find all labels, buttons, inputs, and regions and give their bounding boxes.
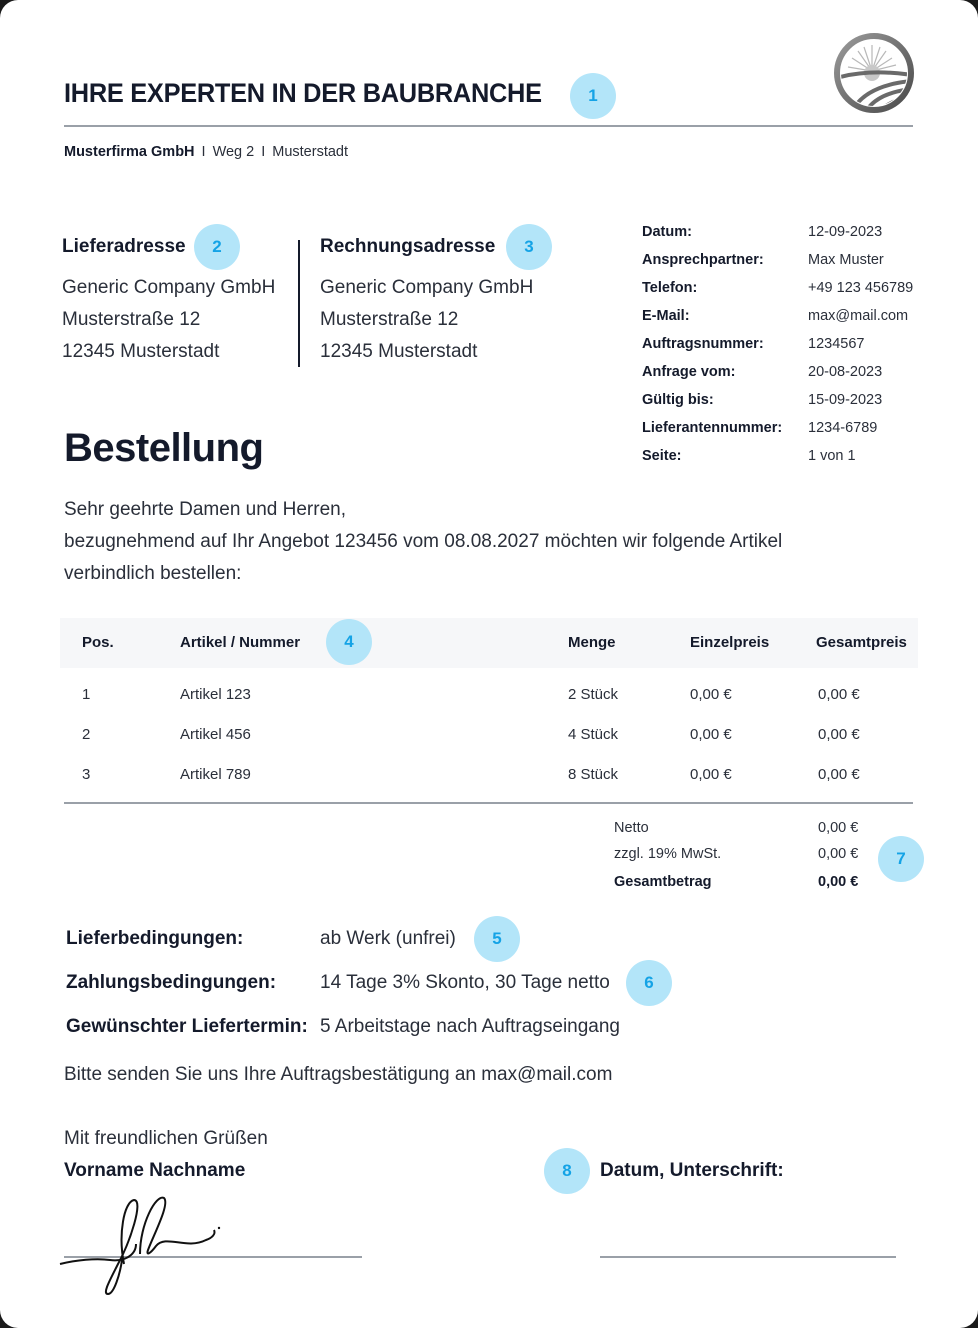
delivery-date-value: 5 Arbeitstage nach Auftragseingang [320, 1016, 621, 1037]
cell-qty: 4 Stück [568, 726, 619, 743]
document-title: Bestellung [64, 426, 264, 470]
separator: I [261, 144, 266, 160]
delivery-terms-value: ab Werk (unfrei) [320, 928, 456, 949]
cell-qty: 8 Stück [568, 766, 619, 783]
delivery-address [62, 236, 275, 368]
meta-row [642, 218, 913, 246]
meta-label: E-Mail: [642, 308, 690, 324]
sender-name: Vorname Nachname [64, 1160, 246, 1181]
col-header-unit-price: Einzelpreis [690, 634, 770, 651]
total-label: Gesamtbetrag [614, 874, 712, 890]
meta-row [642, 274, 913, 302]
meta-row [642, 302, 913, 330]
meta-value: max@mail.com [808, 308, 909, 324]
cell-unit-price: 0,00 € [690, 766, 732, 783]
meta-label: Ansprechpartner: [642, 252, 764, 268]
meta-row [642, 386, 913, 414]
cell-article: Artikel 789 [180, 766, 251, 783]
table-divider [64, 802, 913, 804]
meta-label: Anfrage vom: [642, 364, 736, 380]
meta-value: 1234567 [808, 336, 865, 352]
cell-pos: 1 [82, 686, 91, 703]
cell-unit-price: 0,00 € [690, 726, 732, 743]
meta-value: 20-08-2023 [808, 364, 883, 380]
meta-label: Seite: [642, 448, 682, 464]
cell-qty: 2 Stück [568, 686, 619, 703]
meta-value: 12-09-2023 [808, 224, 883, 240]
address-line: Musterstraße 12 [320, 309, 459, 330]
meta-label: Gültig bis: [642, 392, 714, 408]
meta-label: Telefon: [642, 280, 698, 296]
meta-row [642, 246, 913, 274]
intro-text [64, 494, 864, 590]
cell-total-price: 0,00 € [818, 726, 860, 743]
meta-row [642, 330, 913, 358]
cell-article: Artikel 123 [180, 686, 251, 703]
vat-label: zzgl. 19% MwSt. [614, 846, 722, 862]
annotation-badge-4: 4 [326, 619, 372, 665]
address-line: Generic Company GmbH [320, 277, 534, 298]
col-header-total-price: Gesamtpreis [816, 634, 907, 651]
annotation-badge-8: 8 [544, 1148, 590, 1194]
billing-address [320, 236, 533, 368]
delivery-date-label: Gewünschter Liefertermin: [66, 1016, 308, 1037]
cell-total-price: 0,00 € [818, 686, 860, 703]
intro-line: verbindlich bestellen: [64, 563, 242, 584]
separator: I [201, 144, 206, 160]
signature-line-right [600, 1256, 896, 1258]
sun-over-field-logo-icon [832, 31, 916, 115]
cell-pos: 3 [82, 766, 91, 783]
meta-value: 1 von 1 [808, 448, 856, 464]
vat-value: 0,00 € [818, 846, 859, 862]
intro-line: bezugnehmend auf Ihr Angebot 123456 vom 08.08.2027 möchten wir folgende Artikel [64, 531, 783, 552]
annotation-badge-5: 5 [474, 916, 520, 962]
signature-label: Datum, Unterschrift: [600, 1160, 784, 1181]
address-line: 12345 Musterstadt [320, 341, 478, 362]
annotation-badge-2: 2 [194, 224, 240, 270]
meta-value: Max Muster [808, 252, 884, 268]
order-meta [642, 218, 913, 470]
sender-company: Musterfirma GmbH [64, 144, 195, 160]
handwritten-signature-icon [56, 1194, 226, 1298]
cell-total-price: 0,00 € [818, 766, 860, 783]
headline: IHRE EXPERTEN IN DER BAUBRANCHE [64, 78, 542, 108]
annotation-badge-6: 6 [626, 960, 672, 1006]
address-line: 12345 Musterstadt [62, 341, 220, 362]
annotation-badge-7: 7 [878, 836, 924, 882]
col-header-pos: Pos. [82, 634, 114, 651]
meta-value: 15-09-2023 [808, 392, 883, 408]
header-divider [64, 125, 913, 127]
meta-label: Datum: [642, 224, 692, 240]
intro-line: Sehr geehrte Damen und Herren, [64, 499, 346, 520]
meta-value: 1234-6789 [808, 420, 878, 436]
sender-city: Musterstadt [272, 144, 348, 160]
confirmation-request: Bitte senden Sie uns Ihre Auftragsbestätigung an max@mail.com [64, 1064, 613, 1085]
cell-pos: 2 [82, 726, 91, 743]
meta-label: Lieferantennummer: [642, 420, 783, 436]
billing-address-title: Rechnungsadresse [320, 236, 496, 257]
net-value: 0,00 € [818, 820, 859, 836]
cell-article: Artikel 456 [180, 726, 251, 743]
payment-terms-label: Zahlungsbedingungen: [66, 972, 277, 993]
delivery-address-title: Lieferadresse [62, 236, 186, 257]
net-label: Netto [614, 820, 649, 836]
total-value: 0,00 € [818, 874, 859, 890]
meta-label: Auftragsnummer: [642, 336, 764, 352]
col-header-article: Artikel / Nummer [180, 634, 301, 651]
meta-row [642, 414, 913, 442]
address-line: Musterstraße 12 [62, 309, 201, 330]
sender-line [64, 144, 348, 160]
address-line: Generic Company GmbH [62, 277, 276, 298]
meta-row [642, 358, 913, 386]
payment-terms-value: 14 Tage 3% Skonto, 30 Tage netto [320, 972, 610, 993]
cell-unit-price: 0,00 € [690, 686, 732, 703]
meta-value: +49 123 456789 [808, 280, 914, 296]
greeting: Mit freundlichen Grüßen [64, 1128, 268, 1149]
annotation-badge-1: 1 [570, 73, 616, 119]
col-header-qty: Menge [568, 634, 616, 651]
annotation-badge-3: 3 [506, 224, 552, 270]
sender-street: Weg 2 [212, 144, 255, 160]
address-divider [298, 240, 300, 367]
meta-row [642, 442, 913, 470]
delivery-terms-label: Lieferbedingungen: [66, 928, 244, 949]
